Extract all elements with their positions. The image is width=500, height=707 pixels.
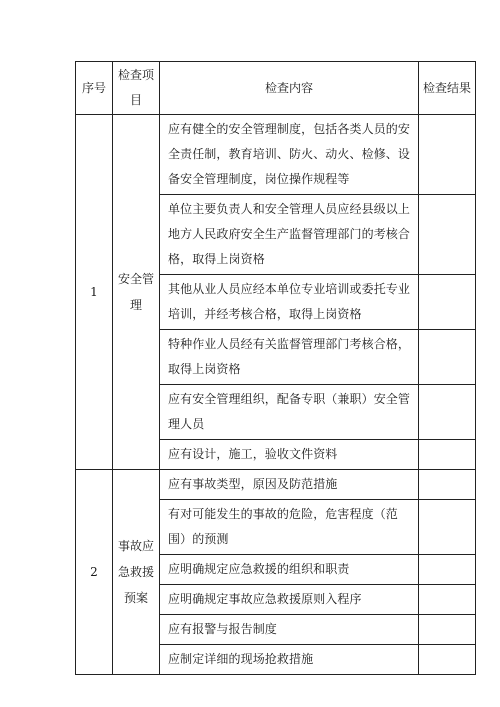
table-row bbox=[76, 470, 476, 500]
content-cell: 应明确规定事故应急救援原则入程序 bbox=[160, 585, 419, 615]
result-cell[interactable] bbox=[419, 470, 476, 500]
content-cell: 应有健全的安全管理制度，包括各类人员的安全责任制，教育培训、防火、动火、检修、设备安全管理制度，岗位操作规程等 bbox=[160, 115, 419, 195]
result-cell[interactable] bbox=[419, 195, 476, 275]
content-cell: 应有事故类型，原因及防范措施 bbox=[160, 470, 419, 500]
group-number: 1 bbox=[76, 115, 113, 470]
result-cell[interactable] bbox=[419, 330, 476, 385]
content-cell: 特种作业人员经有关监督管理部门考核合格，取得上岗资格 bbox=[160, 330, 419, 385]
header-item: 检查项目 bbox=[113, 62, 160, 115]
content-cell: 应有安全管理组织，配备专职（兼职）安全管理人员 bbox=[160, 385, 419, 440]
result-cell[interactable] bbox=[419, 385, 476, 440]
header-content: 检查内容 bbox=[160, 62, 419, 115]
result-cell[interactable] bbox=[419, 440, 476, 470]
inspection-table bbox=[75, 61, 476, 675]
group-item: 事故应急救援预案 bbox=[113, 470, 160, 675]
content-cell: 应有报警与报告制度 bbox=[160, 615, 419, 645]
header-result: 检查结果 bbox=[419, 62, 476, 115]
group-item: 安全管理 bbox=[113, 115, 160, 470]
result-cell[interactable] bbox=[419, 500, 476, 555]
result-cell[interactable] bbox=[419, 555, 476, 585]
content-cell: 有对可能发生的事故的危险，危害程度（范围）的预测 bbox=[160, 500, 419, 555]
content-cell: 应明确规定应急救援的组织和职责 bbox=[160, 555, 419, 585]
group-number: 2 bbox=[76, 470, 113, 675]
content-cell: 单位主要负责人和安全管理人员应经县级以上地方人民政府安全生产监督管理部门的考核合格，取得上岗资格 bbox=[160, 195, 419, 275]
result-cell[interactable] bbox=[419, 585, 476, 615]
result-cell[interactable] bbox=[419, 275, 476, 330]
header-row bbox=[76, 62, 476, 115]
table-row bbox=[76, 115, 476, 195]
header-no: 序号 bbox=[76, 62, 113, 115]
content-cell: 应制定详细的现场抢救措施 bbox=[160, 645, 419, 675]
content-cell: 其他从业人员应经本单位专业培训或委托专业培训，并经考核合格，取得上岗资格 bbox=[160, 275, 419, 330]
result-cell[interactable] bbox=[419, 615, 476, 645]
result-cell[interactable] bbox=[419, 115, 476, 195]
content-cell: 应有设计，施工，验收文件资料 bbox=[160, 440, 419, 470]
result-cell[interactable] bbox=[419, 645, 476, 675]
